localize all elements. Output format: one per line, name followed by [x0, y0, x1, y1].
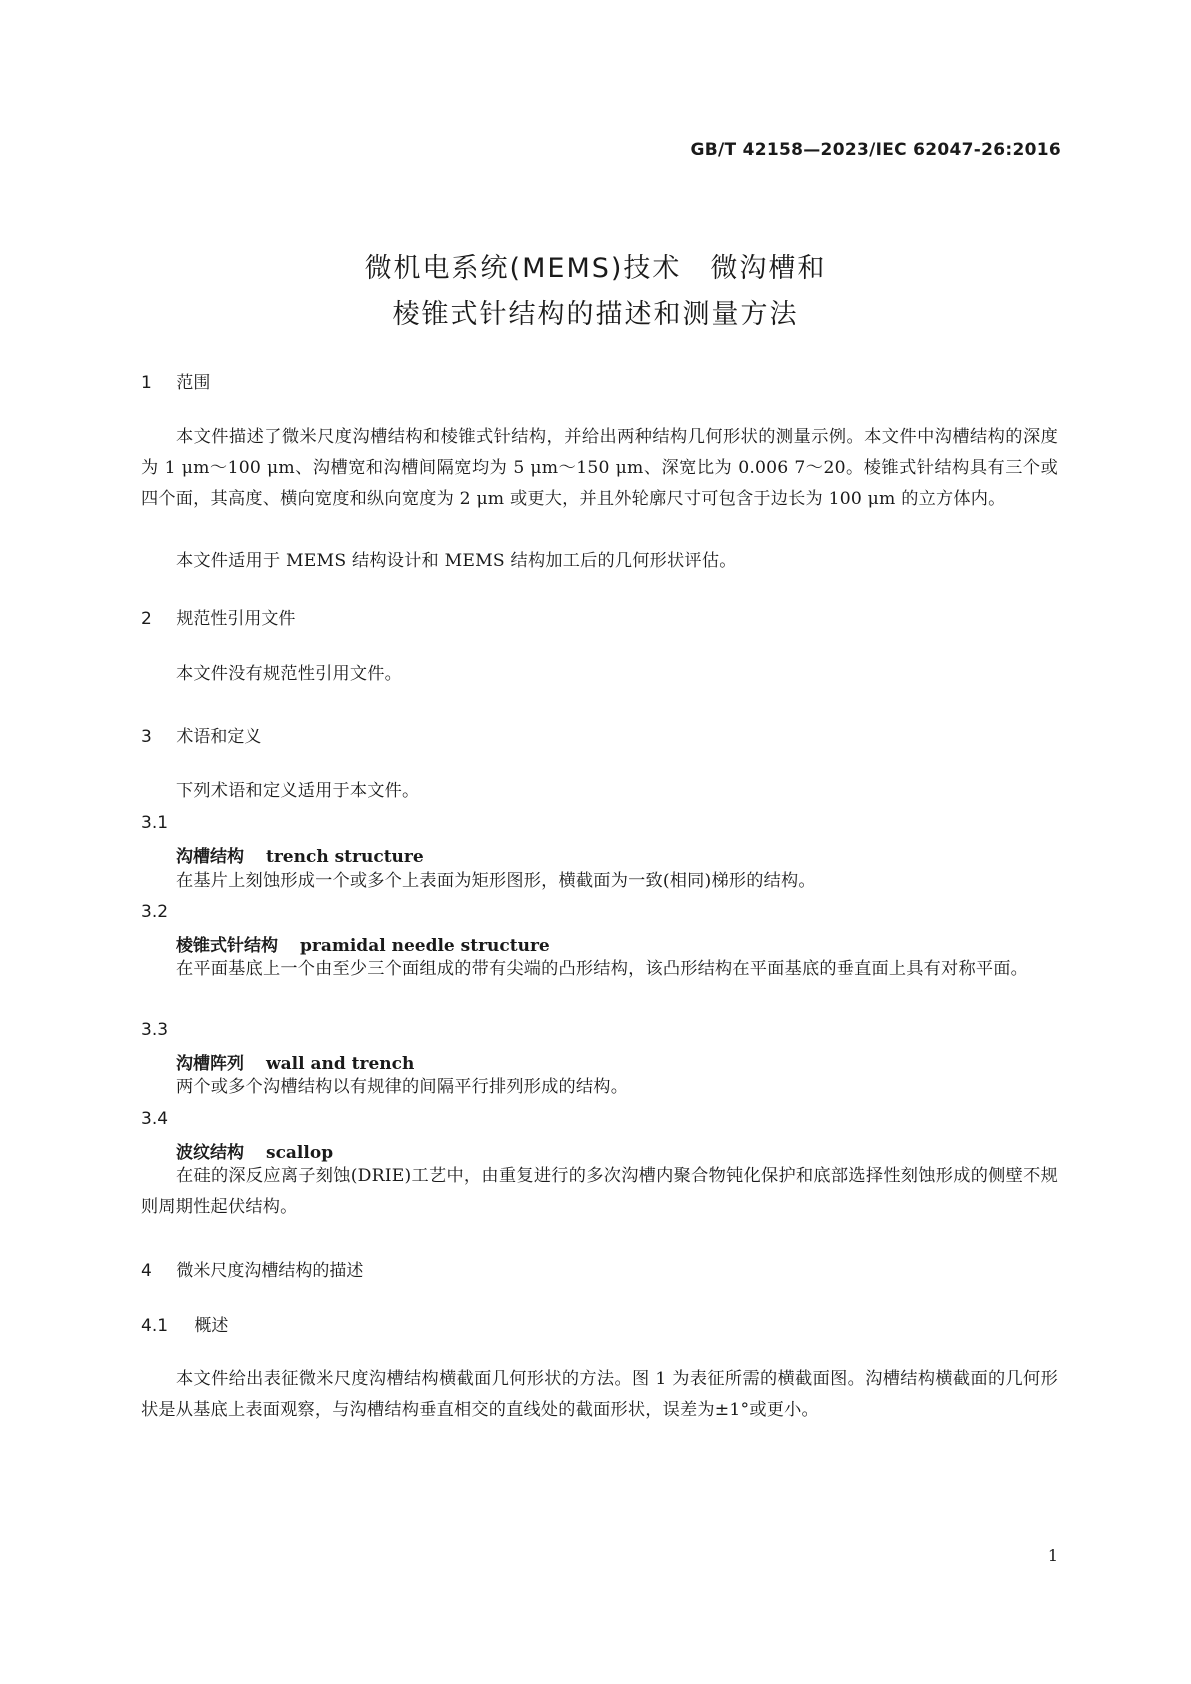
page-number: 1 — [1047, 1546, 1058, 1565]
document-title-line-2: 棱锥式针结构的描述和测量方法 — [392, 299, 799, 330]
term-number: 3.4 — [141, 1109, 169, 1129]
section-1-paragraph-1: 本文件描述了微米尺度沟槽结构和棱锥式针结构，并给出两种结构几何形状的测量示例。本文件中沟槽结构的深度为 1 μm～100 μm、沟槽宽和沟槽间隔宽均为 5 μm～150 μm、深宽比为 0.006 7～20。棱锥式针结构具有三个或四个面，其高度、横向宽度和纵向宽度为 2 μm 或更大，并且外轮廓尺寸可包含于边长为 100 μm 的立方体内。 — [141, 427, 1058, 509]
term-en: wall and trench — [266, 1054, 415, 1074]
term-en: pramidal needle structure — [300, 936, 550, 956]
subsection-4-1-paragraph-1: 本文件给出表征微米尺度沟槽结构横截面几何形状的方法。图 1 为表征所需的横截面图。沟槽结构横截面的几何形状是从基底上表面观察，与沟槽结构垂直相交的直线处的截面形状，误差为±1°或更小。 — [141, 1369, 1058, 1420]
section-number: 3 — [141, 727, 152, 747]
section-number: 2 — [141, 609, 152, 629]
term-entry — [176, 931, 550, 956]
section-number: 1 — [141, 373, 152, 393]
section-1-heading — [141, 368, 210, 393]
section-number: 4 — [141, 1261, 152, 1281]
section-1-paragraph-2: 本文件适用于 MEMS 结构设计和 MEMS 结构加工后的几何形状评估。 — [176, 551, 737, 571]
term-definition: 在平面基底上一个由至少三个面组成的带有尖端的凸形结构，该凸形结构在平面基底的垂直面上具有对称平面。 — [176, 959, 1028, 979]
section-3-heading — [141, 722, 261, 747]
term-zh: 沟槽阵列 — [176, 1054, 244, 1074]
subsection-number: 4.1 — [141, 1316, 169, 1336]
term-number: 3.2 — [141, 902, 169, 922]
document-title-line-1: 微机电系统(MEMS)技术 微沟槽和 — [364, 253, 827, 284]
term-definition: 在硅的深反应离子刻蚀(DRIE)工艺中，由重复进行的多次沟槽内聚合物钝化保护和底部选择性刻蚀形成的侧壁不规则周期性起伏结构。 — [141, 1166, 1058, 1217]
subsection-title: 概述 — [194, 1316, 229, 1336]
term-zh: 棱锥式针结构 — [176, 936, 278, 956]
standard-code: GB/T 42158—2023/IEC 62047-26:2016 — [690, 140, 1061, 160]
term-en: scallop — [266, 1143, 334, 1163]
term-definition: 在基片上刻蚀形成一个或多个上表面为矩形图形，横截面为一致(相同)梯形的结构。 — [176, 871, 816, 891]
section-2-heading — [141, 604, 295, 629]
section-title: 微米尺度沟槽结构的描述 — [176, 1261, 364, 1281]
term-en: trench structure — [266, 847, 424, 867]
term-zh: 沟槽结构 — [176, 847, 244, 867]
section-3-intro: 下列术语和定义适用于本文件。 — [176, 781, 420, 801]
section-2-paragraph-1: 本文件没有规范性引用文件。 — [176, 664, 403, 684]
term-number: 3.1 — [141, 813, 169, 833]
term-entry — [176, 842, 424, 867]
term-number: 3.3 — [141, 1020, 169, 1040]
term-definition: 两个或多个沟槽结构以有规律的间隔平行排列形成的结构。 — [176, 1077, 629, 1097]
term-entry — [176, 1138, 333, 1163]
section-title: 术语和定义 — [176, 727, 262, 747]
subsection-4-1-heading — [141, 1311, 228, 1336]
term-entry — [176, 1049, 414, 1074]
section-4-heading — [141, 1256, 363, 1281]
section-title: 范围 — [176, 373, 211, 393]
section-title: 规范性引用文件 — [176, 609, 296, 629]
term-zh: 波纹结构 — [176, 1143, 244, 1163]
